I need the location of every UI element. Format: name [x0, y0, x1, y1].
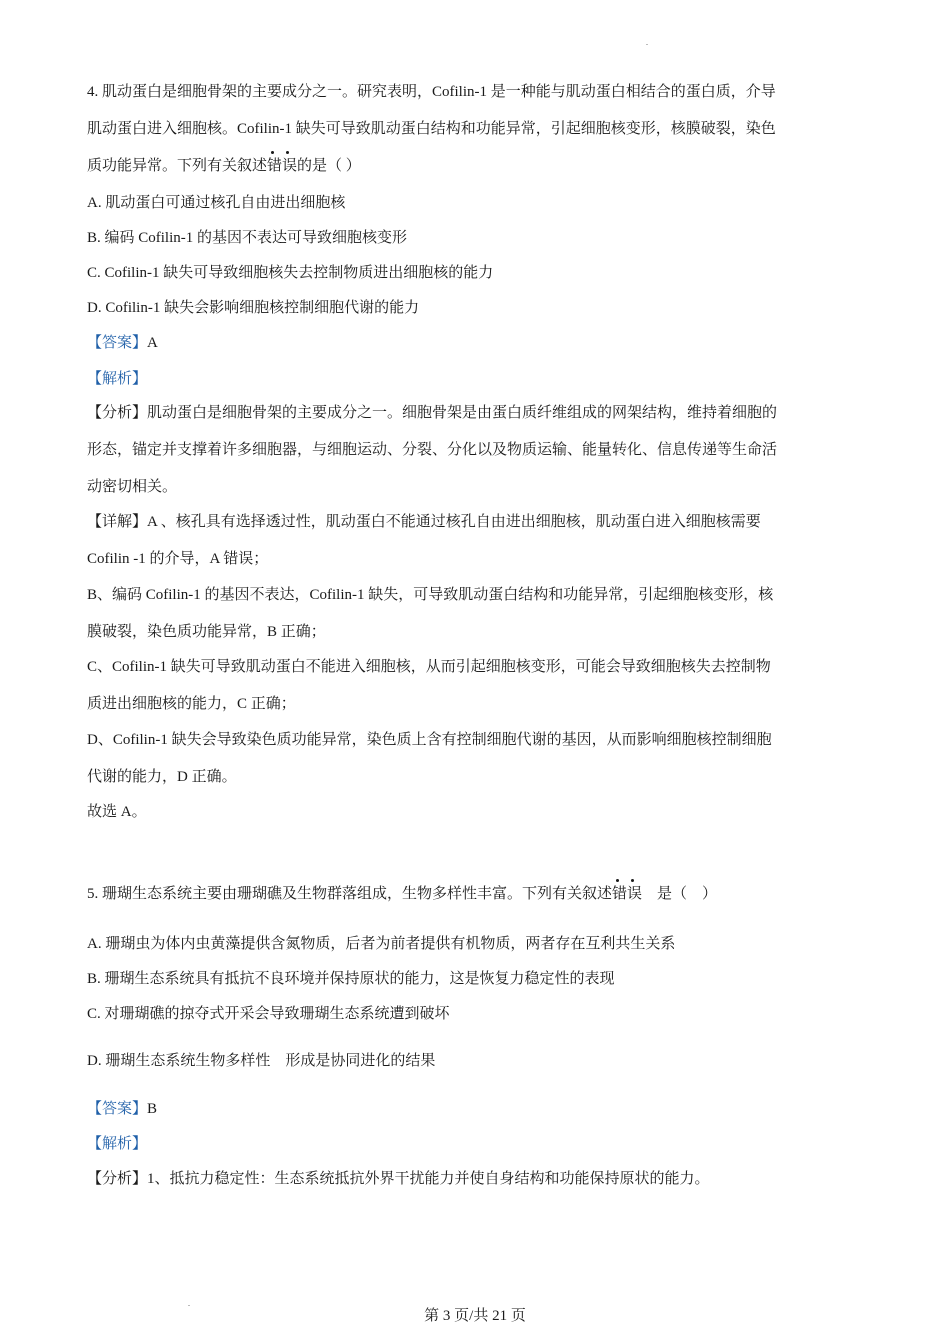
q4-fenxi-line-3: 动密切相关。	[87, 479, 178, 495]
q4-option-a: A. 肌动蛋白可通过核孔自由进出细胞核	[87, 195, 346, 211]
q5-stem-tail: 是（ ）	[642, 886, 718, 902]
answer-value: A	[147, 335, 158, 351]
q5-option-c: C. 对珊瑚礁的掠夺式开采会导致珊瑚生态系统遭到破坏	[87, 1006, 450, 1022]
xiangjie-text: A 、核孔具有选择透过性，肌动蛋白不能通过核孔自由进出细胞核，肌动蛋白进入细胞核需要	[147, 514, 761, 530]
answer-label: 【答案】	[87, 1101, 148, 1117]
answer-value: B	[147, 1101, 158, 1117]
q4-xiangjie-line-4: 膜破裂，染色质功能异常，B 正确；	[87, 624, 326, 640]
q4-xiangjie-line-2: Cofilin -1 的介导，A 错误；	[87, 551, 269, 567]
q4-stem-text: 质功能异常。下列有关叙述	[87, 158, 268, 174]
q4-emphasis-word: 错误	[267, 158, 298, 174]
q4-option-d: D. Cofilin-1 缺失会影响细胞核控制细胞代谢的能力	[87, 300, 420, 316]
xiangjie-label: 【详解】	[87, 514, 148, 530]
q4-fenxi-line-2: 形态，锚定并支撑着许多细胞器，与细胞运动、分裂、分化以及物质运输、能量转化、信息传递等生命活	[87, 442, 778, 458]
q4-fenxi-line-1	[87, 403, 777, 423]
scan-mark	[646, 44, 648, 45]
q5-fenxi-line-1	[87, 1169, 710, 1189]
q5-jiexi-label: 【解析】	[87, 1136, 148, 1152]
q5-stem	[87, 884, 717, 904]
fenxi-label: 【分析】	[87, 405, 148, 421]
q4-answer	[87, 333, 158, 353]
q4-stem-line-3	[87, 156, 361, 176]
q4-stem-line-2: 肌动蛋白进入细胞核。Cofilin-1 缺失可导致肌动蛋白结构和功能异常，引起细胞核变形，核膜破裂，染色	[87, 121, 776, 137]
q4-xiangjie-line-6: 质进出细胞核的能力，C 正确；	[87, 696, 296, 712]
q4-conclusion: 故选 A。	[87, 804, 147, 820]
fenxi-text: 肌动蛋白是细胞骨架的主要成分之一。细胞骨架是由蛋白质纤维组成的网架结构，维持着细胞的	[147, 405, 778, 421]
q4-xiangjie-line-7: D、Cofilin-1 缺失会导致染色质功能异常，染色质上含有控制细胞代谢的基因，从而影响细胞核控制细胞	[87, 732, 772, 748]
q5-answer	[87, 1099, 157, 1119]
q5-option-d: D. 珊瑚生态系统生物多样性 形成是协同进化的结果	[87, 1053, 436, 1069]
q5-emphasis-word: 错误	[612, 886, 643, 902]
q4-jiexi-label: 【解析】	[87, 371, 148, 387]
q4-option-c: C. Cofilin-1 缺失可导致细胞核失去控制物质进出细胞核的能力	[87, 265, 494, 281]
page-footer: 第 3 页/共 21 页	[424, 1308, 526, 1324]
q4-xiangjie-line-3: B、编码 Cofilin-1 的基因不表达，Cofilin-1 缺失，可导致肌动蛋白结构和功能异常，引起细胞核变形，核	[87, 587, 774, 603]
q5-stem-text: 5. 珊瑚生态系统主要由珊瑚礁及生物群落组成，生物多样性丰富。下列有关叙述	[87, 886, 613, 902]
answer-label: 【答案】	[87, 335, 148, 351]
q4-xiangjie-line-1	[87, 512, 761, 532]
q5-option-a: A. 珊瑚虫为体内虫黄藻提供含氮物质，后者为前者提供有机物质，两者存在互利共生关系	[87, 936, 676, 952]
q4-xiangjie-line-5: C、Cofilin-1 缺失可导致肌动蛋白不能进入细胞核，从而引起细胞核变形，可能会导致细胞核失去控制物	[87, 659, 771, 675]
q4-option-b: B. 编码 Cofilin-1 的基因不表达可导致细胞核变形	[87, 230, 408, 246]
q4-stem-line-1: 4. 肌动蛋白是细胞骨架的主要成分之一。研究表明，Cofilin-1 是一种能与肌动蛋白相结合的蛋白质，介导	[87, 84, 776, 100]
q4-stem-tail: 的是（ ）	[297, 158, 361, 174]
q4-xiangjie-line-8: 代谢的能力，D 正确。	[87, 769, 237, 785]
fenxi-label: 【分析】	[87, 1171, 148, 1187]
fenxi-text: 1、抵抗力稳定性：生态系统抵抗外界干扰能力并使自身结构和功能保持原状的能力。	[147, 1171, 710, 1187]
q5-option-b: B. 珊瑚生态系统具有抵抗不良环境并保持原状的能力，这是恢复力稳定性的表现	[87, 971, 615, 987]
